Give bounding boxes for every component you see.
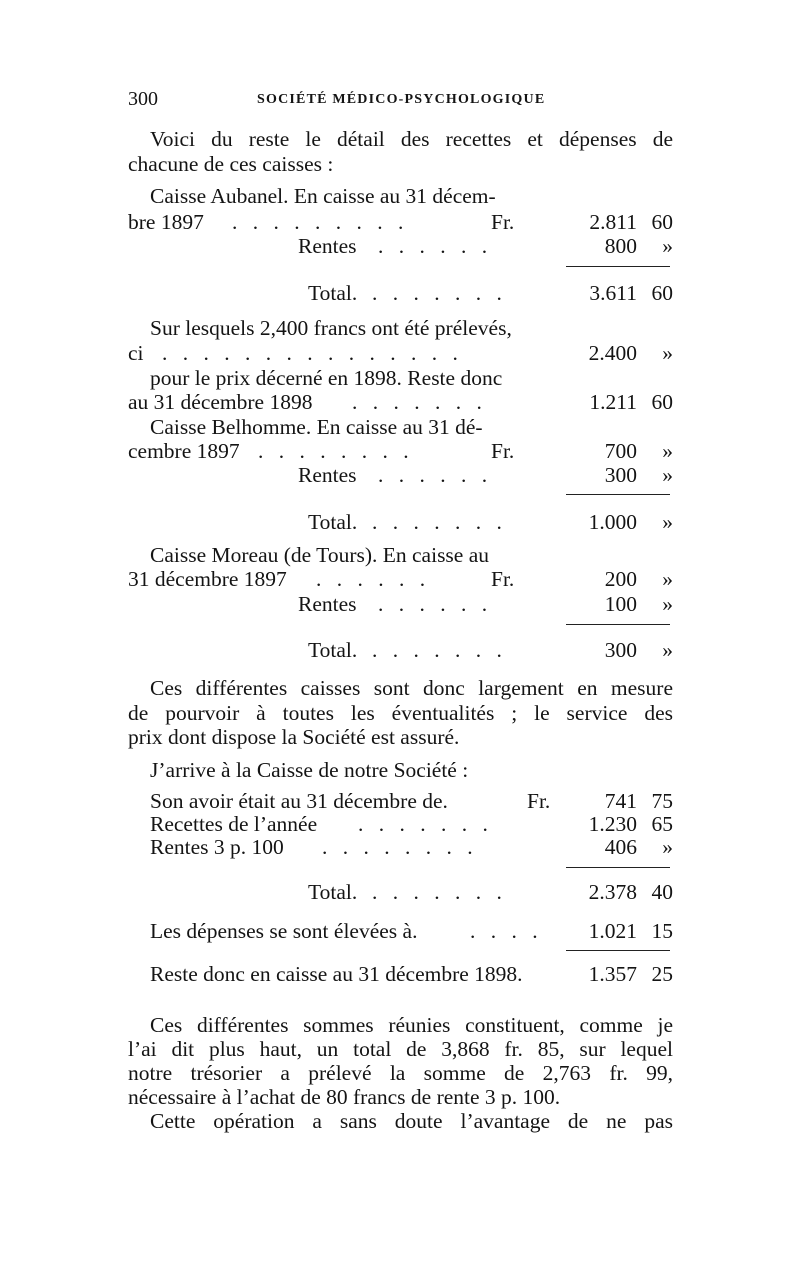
societe-avoir-label: Son avoir était au 31 décembre de. [150,789,448,813]
moreau-total-label: Total. [308,638,358,662]
para3-line-5: Cette opération a sans doute l’avantage de ne pas [150,1109,673,1133]
intro-line-1: Voici du reste le détail des recettes et dépenses de [150,127,673,151]
societe-rentes-amount: 406 » [604,835,673,859]
page-header [128,88,673,118]
leader-dots: . . . . [470,919,543,943]
running-head: SOCIÉTÉ MÉDICO-PSYCHOLOGIQUE [257,92,546,107]
moreau-rentes-amount: 100 » [604,592,673,616]
societe-rentes-label: Rentes 3 p. 100 [150,835,284,859]
aubanel-total-amount: 3.611 60 [589,281,673,305]
moreau-rentes-label: Rentes [298,592,357,616]
leader-dots: . . . . . . . . . . . . . . . [162,341,463,365]
leader-dots: . . . . . . . . [322,835,478,859]
leader-dots: . . . . . . [316,567,431,591]
societe-depenses-label: Les dépenses se sont élevées à. [150,919,418,943]
para2-line-3: prix dont dispose la Société est assuré. [128,725,460,749]
sum-rule [566,266,670,267]
leader-dots: . . . . . . [378,592,493,616]
leader-dots: . . . . . . . [372,880,507,904]
aubanel-amount: 2.811 60 [589,210,673,234]
moreau-total-amount: 300 » [604,638,673,662]
belhomme-line-2: cembre 1897 [128,439,240,463]
moreau-amount: 200 » [604,567,673,591]
leader-dots: . . . . . . [378,463,493,487]
belhomme-rentes-label: Rentes [298,463,357,487]
sum-rule [566,950,670,951]
societe-reste-amount: 1.357 25 [588,962,673,986]
sum-rule [566,494,670,495]
societe-recettes-amount: 1.230 65 [588,812,673,836]
sum-rule [566,867,670,868]
leader-dots: . . . . . . . . [258,439,414,463]
leader-dots: . . . . . . . [372,281,507,305]
societe-reste-label: Reste donc en caisse au 31 décembre 1898. [150,962,523,986]
currency-label: Fr. [491,439,515,463]
currency-label: Fr. [491,210,515,234]
para3-line-3: notre trésorier a prélevé la somme de 2,763 fr. 99, [128,1061,673,1085]
aubanel-p2: ci [128,341,144,365]
aubanel-p1: Sur lesquels 2,400 francs ont été prélevés, [150,316,512,340]
intro-line-2: chacune de ces caisses : [128,152,334,176]
leader-dots: . . . . . . . [352,390,487,414]
aubanel-p4: au 31 décembre 1898 [128,390,313,414]
belhomme-total-amount: 1.000 » [588,510,673,534]
societe-depenses-amount: 1.021 15 [588,919,673,943]
page-number: 300 [128,88,158,110]
para3-line-1: Ces différentes sommes réunies constituent, comme je [150,1013,673,1037]
aubanel-p3: pour le prix décerné en 1898. Reste donc [150,366,503,390]
belhomme-line-1: Caisse Belhomme. En caisse au 31 dé- [150,415,483,439]
para3-line-2: l’ai dit plus haut, un total de 3,868 fr. 85, sur lequel [128,1037,673,1061]
para3-line-4: nécessaire à l’achat de 80 francs de rente 3 p. 100. [128,1085,561,1109]
aubanel-rentes-amount: 800 » [604,234,673,258]
societe-recettes-label: Recettes de l’année [150,812,318,836]
societe-avoir-amount: 741 75 [604,789,673,813]
para2-line-1: Ces différentes caisses sont donc largement en mesure [150,676,673,700]
aubanel-rentes-label: Rentes [298,234,357,258]
arrive-line: J’arrive à la Caisse de notre Société : [150,758,469,782]
para2-line-2: de pourvoir à toutes les éventualités ; le service des [128,701,673,725]
leader-dots: . . . . . . . [372,638,507,662]
aubanel-line-2: bre 1897 [128,210,204,234]
aubanel-p2-amount: 2.400 » [588,341,673,365]
belhomme-rentes-amount: 300 » [604,463,673,487]
moreau-line-1: Caisse Moreau (de Tours). En caisse au [150,543,490,567]
societe-total-amount: 2.378 40 [588,880,673,904]
leader-dots: . . . . . . . [358,812,493,836]
aubanel-p4-amount: 1.211 60 [589,390,673,414]
belhomme-total-label: Total. [308,510,358,534]
currency-label: Fr. [527,789,551,813]
leader-dots: . . . . . . . . . [232,210,409,234]
aubanel-total-label: Total. [308,281,358,305]
societe-total-label: Total. [308,880,358,904]
leader-dots: . . . . . . [378,234,493,258]
sum-rule [566,624,670,625]
currency-label: Fr. [491,567,515,591]
belhomme-amount: 700 » [604,439,673,463]
moreau-line-2: 31 décembre 1897 [128,567,287,591]
leader-dots: . . . . . . . [372,510,507,534]
aubanel-line-1: Caisse Aubanel. En caisse au 31 décem- [150,184,496,208]
